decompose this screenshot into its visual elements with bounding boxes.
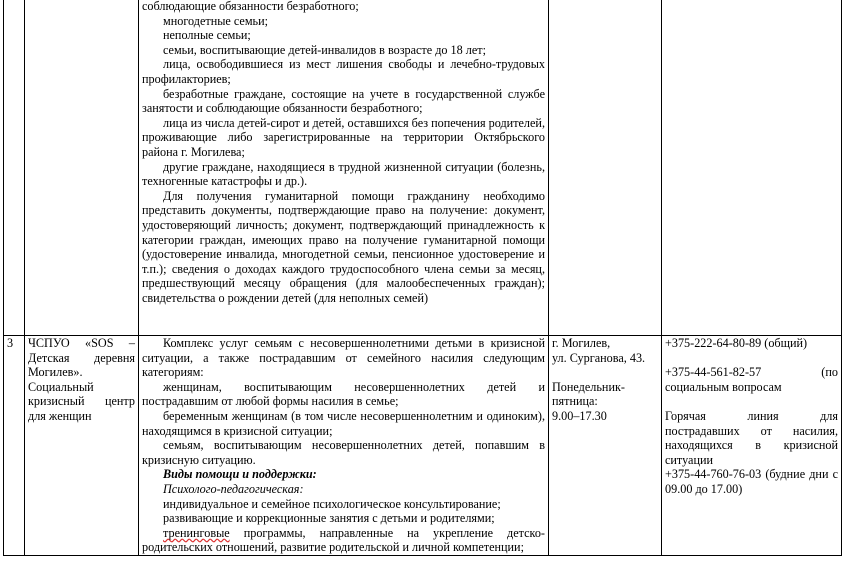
organization-cell bbox=[25, 336, 139, 556]
description-line: лица, освободившиеся из мест лишения свободы и лечебно-трудовых профилакториев; bbox=[142, 57, 545, 86]
address-cell bbox=[549, 0, 662, 336]
phone-general: +375-222-64-80-89 (общий) bbox=[665, 336, 808, 350]
row-number-cell bbox=[4, 0, 25, 336]
help-subheading: Психолого-педагогическая: bbox=[163, 481, 304, 496]
hotline-phone: +375-44-760-76-03 (будние дни с 09.00 до 17.00) bbox=[665, 467, 838, 496]
description-line: другие граждане, находящиеся в трудной жизненной ситуации (болезнь, техногенные катастрофы и др.). bbox=[142, 159, 545, 189]
address-cell bbox=[549, 336, 662, 556]
description-line: семьи, воспитывающие детей-инвалидов в возрасте до 18 лет; bbox=[163, 42, 486, 57]
description-line: неполные семьи; bbox=[163, 28, 251, 43]
description-cell bbox=[139, 336, 549, 556]
address-city: г. Могилев, bbox=[552, 336, 611, 350]
description-line: многодетные семьи; bbox=[163, 13, 269, 28]
contacts-cell bbox=[662, 336, 842, 556]
hours-label: Понедельник-пятница: bbox=[552, 379, 625, 409]
description-line: лица из числа детей-сирот и детей, оставшихся без попечения родителей, проживающие либо зарегистрированные на территории Октябрьского района г. Могилева; bbox=[142, 115, 545, 159]
table-row bbox=[4, 336, 842, 556]
row-number-cell: 3 bbox=[4, 336, 25, 556]
hours-value: 9.00–17.30 bbox=[552, 408, 607, 423]
help-item: развивающие и коррекционные занятия с детьми и родителями; bbox=[163, 511, 495, 526]
category-item: семьям, воспитывающим несовершеннолетних детей, попавшим в кризисную ситуацию. bbox=[142, 438, 545, 467]
organization-name: ЧСПУО «SOS – Детская деревня Могилев». Социальный кризисный центр для женщин bbox=[28, 336, 135, 423]
services-table bbox=[3, 0, 842, 556]
category-item: беременным женщинам (в том числе несовершеннолетним и одиноким), находящимся в кризисной ситуации; bbox=[142, 408, 545, 438]
documents-paragraph: Для получения гуманитарной помощи гражданину необходимо представить документы, подтверждающие право на получение: документ, удостоверяющий личность; документ, подтверждающий принадлежность к категории граждан, имеющих право на получение гуманитарной помощи (удостоверение инвалида, многодетной семьи, пенсионное удостоверение и т.п.); сведения о доходах каждого трудоспособного члена семьи за месяц, предшествующий месяцу обращения (для малообеспеченных граждан); свидетельства о рождении детей (для неполных семей) bbox=[142, 188, 545, 305]
hotline-text: Горячая линия для пострадавших от насилия, находящихся в кризисной ситуации bbox=[665, 408, 838, 467]
description-line: соблюдающие обязанности безработного; bbox=[142, 0, 359, 13]
help-item: индивидуальное и семейное психологическое консультирование; bbox=[163, 496, 501, 511]
description-cell bbox=[139, 0, 549, 336]
phone-social: +375-44-561-82-57 (по социальным вопросам bbox=[665, 365, 838, 394]
services-intro: Комплекс услуг семьям с несовершеннолетними детьми в кризисной ситуации, а также пострадавшим от семейного насилия следующим категориям: bbox=[142, 336, 545, 380]
organization-cell bbox=[25, 0, 139, 336]
training-text: программы, направленные на укрепление детско-родительских отношений, развитие родительской и личной компетенции; bbox=[142, 525, 545, 555]
training-word: тренинговые bbox=[163, 525, 230, 540]
category-item: женщинам, воспитывающим несовершеннолетних детей и пострадавшим от любой формы насилия в семье; bbox=[142, 379, 545, 409]
description-line: безработные граждане, состоящие на учете в государственной службе занятости и соблюдающие обязанности безработного; bbox=[142, 86, 545, 116]
help-heading: Виды помощи и поддержки: bbox=[163, 467, 317, 482]
contacts-cell bbox=[662, 0, 842, 336]
address-street: ул. Сурганова, 43. bbox=[552, 350, 646, 365]
table-row bbox=[4, 0, 842, 336]
help-item bbox=[142, 526, 545, 555]
